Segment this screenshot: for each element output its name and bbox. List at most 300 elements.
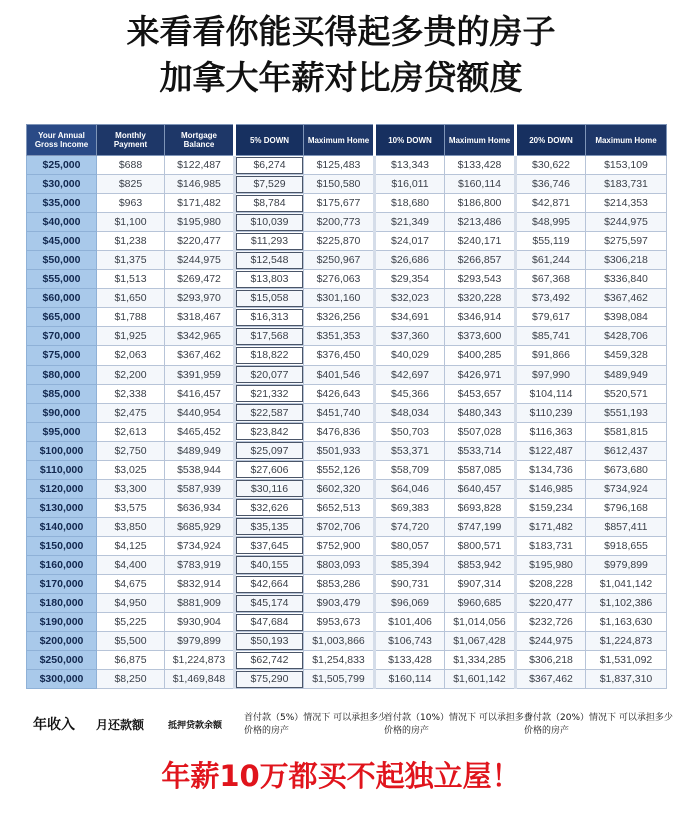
- cell-max-home-5: $250,967: [304, 251, 375, 270]
- cell-mortgage-balance: $489,949: [165, 441, 235, 460]
- cell-down-20: $97,990: [516, 365, 586, 384]
- cell-monthly-payment: $1,375: [97, 251, 165, 270]
- cell-mortgage-balance: $930,904: [165, 613, 235, 632]
- table-row: [27, 251, 667, 270]
- cell-max-home-10: $293,543: [445, 270, 516, 289]
- cell-max-home-20: $1,837,310: [586, 670, 667, 689]
- cell-max-home-5: $552,126: [304, 460, 375, 479]
- cell-mortgage-balance: $1,469,848: [165, 670, 235, 689]
- cell-down-20: $171,482: [516, 517, 586, 536]
- caption-down-10: 首付款（10%）情况下 可以承担多少价格的房产: [384, 713, 533, 736]
- caption-payment: 月还款额: [96, 718, 145, 732]
- cell-max-home-10: $160,114: [445, 175, 516, 194]
- cell-monthly-payment: $3,850: [97, 517, 165, 536]
- cell-down-10: $90,731: [375, 575, 445, 594]
- cell-down-20: $79,617: [516, 308, 586, 327]
- cell-down-10: $96,069: [375, 594, 445, 613]
- header-10-down: 10% DOWN: [375, 125, 445, 156]
- cell-max-home-5: $501,933: [304, 441, 375, 460]
- cell-down-10: $53,371: [375, 441, 445, 460]
- cell-max-home-5: $351,353: [304, 327, 375, 346]
- header-monthly-payment: Monthly Payment: [97, 125, 165, 156]
- table-row: [27, 498, 667, 517]
- cell-max-home-5: $1,254,833: [304, 651, 375, 670]
- cell-down-5: $8,784: [235, 194, 304, 213]
- cell-mortgage-balance: $367,462: [165, 346, 235, 365]
- cell-income: $200,000: [27, 632, 97, 651]
- cell-monthly-payment: $5,500: [97, 632, 165, 651]
- cell-monthly-payment: $3,300: [97, 479, 165, 498]
- title-line-1: 来看看你能买得起多贵的房子: [126, 12, 556, 51]
- cell-max-home-5: $702,706: [304, 517, 375, 536]
- table-row: [27, 384, 667, 403]
- cell-down-10: $24,017: [375, 232, 445, 251]
- column-captions: [0, 712, 682, 752]
- cell-down-5: $16,313: [235, 308, 304, 327]
- cell-max-home-5: $125,483: [304, 156, 375, 175]
- cell-down-10: $106,743: [375, 632, 445, 651]
- table-row: [27, 270, 667, 289]
- cell-mortgage-balance: $146,985: [165, 175, 235, 194]
- cell-down-5: $32,626: [235, 498, 304, 517]
- cell-mortgage-balance: $122,487: [165, 156, 235, 175]
- cell-down-10: $42,697: [375, 365, 445, 384]
- cell-down-10: $26,686: [375, 251, 445, 270]
- cell-down-20: $67,368: [516, 270, 586, 289]
- cell-max-home-5: $225,870: [304, 232, 375, 251]
- cell-max-home-10: $400,285: [445, 346, 516, 365]
- cell-max-home-10: $373,600: [445, 327, 516, 346]
- cell-down-20: $232,726: [516, 613, 586, 632]
- cell-income: $80,000: [27, 365, 97, 384]
- table-row: [27, 232, 667, 251]
- header-5-down: 5% DOWN: [235, 125, 304, 156]
- cell-income: $250,000: [27, 651, 97, 670]
- mortgage-table-container: [26, 124, 666, 689]
- table-row: [27, 194, 667, 213]
- header-20-down: 20% DOWN: [516, 125, 586, 156]
- cell-down-20: $134,736: [516, 460, 586, 479]
- table-row: [27, 422, 667, 441]
- cell-income: $55,000: [27, 270, 97, 289]
- cell-monthly-payment: $4,400: [97, 555, 165, 574]
- cell-max-home-20: $520,571: [586, 384, 667, 403]
- cell-max-home-20: $1,041,142: [586, 575, 667, 594]
- cell-down-20: $195,980: [516, 555, 586, 574]
- header-row: [27, 125, 667, 156]
- table-row: [27, 613, 667, 632]
- cell-mortgage-balance: $587,939: [165, 479, 235, 498]
- cell-monthly-payment: $3,575: [97, 498, 165, 517]
- cell-max-home-10: $133,428: [445, 156, 516, 175]
- cell-income: $90,000: [27, 403, 97, 422]
- cell-down-20: $73,492: [516, 289, 586, 308]
- cell-mortgage-balance: $195,980: [165, 213, 235, 232]
- cell-max-home-10: $240,171: [445, 232, 516, 251]
- cell-max-home-5: $803,093: [304, 555, 375, 574]
- cell-down-10: $69,383: [375, 498, 445, 517]
- cell-monthly-payment: $1,788: [97, 308, 165, 327]
- cell-down-5: $23,842: [235, 422, 304, 441]
- cell-max-home-20: $153,109: [586, 156, 667, 175]
- header-income: Your Annual Gross Income: [27, 125, 97, 156]
- cell-max-home-10: $453,657: [445, 384, 516, 403]
- cell-down-5: $50,193: [235, 632, 304, 651]
- cell-max-home-20: $336,840: [586, 270, 667, 289]
- cell-down-10: $32,023: [375, 289, 445, 308]
- cell-max-home-10: $960,685: [445, 594, 516, 613]
- cell-max-home-5: $326,256: [304, 308, 375, 327]
- cell-down-10: $16,011: [375, 175, 445, 194]
- cell-down-10: $37,360: [375, 327, 445, 346]
- cell-max-home-10: $800,571: [445, 536, 516, 555]
- cell-monthly-payment: $1,513: [97, 270, 165, 289]
- cell-income: $60,000: [27, 289, 97, 308]
- table-row: [27, 441, 667, 460]
- cell-mortgage-balance: $1,224,873: [165, 651, 235, 670]
- cell-income: $35,000: [27, 194, 97, 213]
- cell-down-5: $27,606: [235, 460, 304, 479]
- cell-income: $180,000: [27, 594, 97, 613]
- cell-down-20: $116,363: [516, 422, 586, 441]
- cell-down-10: $29,354: [375, 270, 445, 289]
- cell-mortgage-balance: $220,477: [165, 232, 235, 251]
- cell-max-home-20: $398,084: [586, 308, 667, 327]
- cell-mortgage-balance: $636,934: [165, 498, 235, 517]
- cell-mortgage-balance: $881,909: [165, 594, 235, 613]
- cell-monthly-payment: $688: [97, 156, 165, 175]
- cell-down-20: $30,622: [516, 156, 586, 175]
- cell-max-home-5: $602,320: [304, 479, 375, 498]
- caption-income: 年收入: [33, 717, 75, 733]
- cell-max-home-20: $796,168: [586, 498, 667, 517]
- table-row: [27, 575, 667, 594]
- footer-headline: 年薪10万都买不起独立屋！: [161, 759, 521, 793]
- cell-down-20: $85,741: [516, 327, 586, 346]
- cell-down-10: $160,114: [375, 670, 445, 689]
- cell-down-10: $48,034: [375, 403, 445, 422]
- cell-down-5: $35,135: [235, 517, 304, 536]
- cell-max-home-20: $244,975: [586, 213, 667, 232]
- cell-max-home-10: $1,014,056: [445, 613, 516, 632]
- cell-down-20: $306,218: [516, 651, 586, 670]
- table-row: [27, 308, 667, 327]
- cell-down-20: $91,866: [516, 346, 586, 365]
- cell-max-home-10: $693,828: [445, 498, 516, 517]
- cell-max-home-5: $476,836: [304, 422, 375, 441]
- cell-mortgage-balance: $832,914: [165, 575, 235, 594]
- cell-max-home-5: $175,677: [304, 194, 375, 213]
- table-row: [27, 670, 667, 689]
- cell-down-5: $47,684: [235, 613, 304, 632]
- cell-max-home-10: $507,028: [445, 422, 516, 441]
- cell-monthly-payment: $2,613: [97, 422, 165, 441]
- cell-max-home-10: $266,857: [445, 251, 516, 270]
- cell-income: $40,000: [27, 213, 97, 232]
- cell-down-5: $11,293: [235, 232, 304, 251]
- cell-max-home-20: $306,218: [586, 251, 667, 270]
- cell-mortgage-balance: $244,975: [165, 251, 235, 270]
- cell-down-5: $17,568: [235, 327, 304, 346]
- cell-monthly-payment: $6,875: [97, 651, 165, 670]
- table-row: [27, 651, 667, 670]
- cell-income: $140,000: [27, 517, 97, 536]
- table-row: [27, 213, 667, 232]
- cell-down-20: $42,871: [516, 194, 586, 213]
- cell-max-home-20: $918,655: [586, 536, 667, 555]
- cell-mortgage-balance: $783,919: [165, 555, 235, 574]
- cell-income: $70,000: [27, 327, 97, 346]
- cell-monthly-payment: $1,650: [97, 289, 165, 308]
- cell-income: $100,000: [27, 441, 97, 460]
- cell-max-home-5: $276,063: [304, 270, 375, 289]
- cell-max-home-10: $346,914: [445, 308, 516, 327]
- cell-income: $170,000: [27, 575, 97, 594]
- cell-monthly-payment: $4,675: [97, 575, 165, 594]
- caption-down-20: 首付款（20%）情况下 可以承担多少价格的房产: [524, 713, 673, 736]
- cell-max-home-10: $1,601,142: [445, 670, 516, 689]
- table-row: [27, 156, 667, 175]
- cell-down-5: $45,174: [235, 594, 304, 613]
- cell-max-home-10: $1,334,285: [445, 651, 516, 670]
- cell-mortgage-balance: $416,457: [165, 384, 235, 403]
- table-row: [27, 479, 667, 498]
- cell-income: $300,000: [27, 670, 97, 689]
- cell-down-5: $12,548: [235, 251, 304, 270]
- cell-down-5: $18,822: [235, 346, 304, 365]
- cell-down-10: $64,046: [375, 479, 445, 498]
- cell-max-home-20: $1,531,092: [586, 651, 667, 670]
- cell-down-5: $75,290: [235, 670, 304, 689]
- cell-down-10: $85,394: [375, 555, 445, 574]
- table-row: [27, 555, 667, 574]
- cell-down-10: $45,366: [375, 384, 445, 403]
- cell-down-5: $20,077: [235, 365, 304, 384]
- cell-down-5: $10,039: [235, 213, 304, 232]
- cell-down-5: $21,332: [235, 384, 304, 403]
- cell-monthly-payment: $2,475: [97, 403, 165, 422]
- cell-mortgage-balance: $391,959: [165, 365, 235, 384]
- table-row: [27, 632, 667, 651]
- cell-income: $75,000: [27, 346, 97, 365]
- cell-income: $45,000: [27, 232, 97, 251]
- table-row: [27, 403, 667, 422]
- header-max-home-20: Maximum Home: [586, 125, 667, 156]
- cell-down-20: $61,244: [516, 251, 586, 270]
- table-row: [27, 346, 667, 365]
- cell-down-10: $13,343: [375, 156, 445, 175]
- title-line-2: 加拿大年薪对比房贷额度: [159, 58, 523, 97]
- cell-down-20: $244,975: [516, 632, 586, 651]
- cell-income: $120,000: [27, 479, 97, 498]
- cell-max-home-10: $587,085: [445, 460, 516, 479]
- cell-down-5: $6,274: [235, 156, 304, 175]
- cell-max-home-20: $459,328: [586, 346, 667, 365]
- cell-max-home-20: $214,353: [586, 194, 667, 213]
- cell-max-home-20: $673,680: [586, 460, 667, 479]
- cell-down-10: $18,680: [375, 194, 445, 213]
- mortgage-table: [26, 124, 667, 689]
- cell-monthly-payment: $1,925: [97, 327, 165, 346]
- cell-down-10: $133,428: [375, 651, 445, 670]
- cell-income: $190,000: [27, 613, 97, 632]
- cell-down-5: $7,529: [235, 175, 304, 194]
- cell-max-home-5: $401,546: [304, 365, 375, 384]
- cell-income: $110,000: [27, 460, 97, 479]
- cell-max-home-5: $752,900: [304, 536, 375, 555]
- cell-max-home-10: $747,199: [445, 517, 516, 536]
- cell-max-home-10: $853,942: [445, 555, 516, 574]
- cell-max-home-10: $533,714: [445, 441, 516, 460]
- cell-down-5: $42,664: [235, 575, 304, 594]
- cell-max-home-5: $150,580: [304, 175, 375, 194]
- cell-monthly-payment: $2,338: [97, 384, 165, 403]
- table-row: [27, 175, 667, 194]
- cell-down-10: $34,691: [375, 308, 445, 327]
- cell-down-10: $40,029: [375, 346, 445, 365]
- cell-max-home-20: $183,731: [586, 175, 667, 194]
- cell-income: $30,000: [27, 175, 97, 194]
- cell-monthly-payment: $825: [97, 175, 165, 194]
- header-max-home-5: Maximum Home: [304, 125, 375, 156]
- cell-income: $160,000: [27, 555, 97, 574]
- cell-mortgage-balance: $685,929: [165, 517, 235, 536]
- cell-mortgage-balance: $440,954: [165, 403, 235, 422]
- cell-income: $95,000: [27, 422, 97, 441]
- cell-down-5: $15,058: [235, 289, 304, 308]
- cell-monthly-payment: $4,125: [97, 536, 165, 555]
- cell-max-home-10: $320,228: [445, 289, 516, 308]
- cell-down-5: $62,742: [235, 651, 304, 670]
- cell-down-5: $22,587: [235, 403, 304, 422]
- cell-down-5: $37,645: [235, 536, 304, 555]
- cell-max-home-5: $200,773: [304, 213, 375, 232]
- cell-down-20: $36,746: [516, 175, 586, 194]
- table-row: [27, 517, 667, 536]
- cell-max-home-5: $1,003,866: [304, 632, 375, 651]
- cell-down-20: $104,114: [516, 384, 586, 403]
- cell-monthly-payment: $8,250: [97, 670, 165, 689]
- cell-mortgage-balance: $538,944: [165, 460, 235, 479]
- cell-down-20: $110,239: [516, 403, 586, 422]
- cell-down-20: $183,731: [516, 536, 586, 555]
- cell-max-home-10: $1,067,428: [445, 632, 516, 651]
- cell-max-home-20: $734,924: [586, 479, 667, 498]
- cell-monthly-payment: $3,025: [97, 460, 165, 479]
- cell-max-home-20: $581,815: [586, 422, 667, 441]
- cell-max-home-20: $551,193: [586, 403, 667, 422]
- cell-down-10: $58,709: [375, 460, 445, 479]
- cell-mortgage-balance: $269,472: [165, 270, 235, 289]
- cell-down-10: $101,406: [375, 613, 445, 632]
- cell-max-home-5: $953,673: [304, 613, 375, 632]
- table-row: [27, 594, 667, 613]
- cell-max-home-5: $301,160: [304, 289, 375, 308]
- cell-monthly-payment: $2,200: [97, 365, 165, 384]
- cell-max-home-20: $1,224,873: [586, 632, 667, 651]
- cell-mortgage-balance: $293,970: [165, 289, 235, 308]
- cell-down-20: $48,995: [516, 213, 586, 232]
- cell-max-home-20: $367,462: [586, 289, 667, 308]
- cell-down-20: $220,477: [516, 594, 586, 613]
- cell-max-home-10: $213,486: [445, 213, 516, 232]
- cell-mortgage-balance: $979,899: [165, 632, 235, 651]
- cell-max-home-10: $640,457: [445, 479, 516, 498]
- table-row: [27, 365, 667, 384]
- caption-down-5: 首付款（5%）情况下 可以承担多少价格的房产: [244, 713, 388, 736]
- cell-income: $130,000: [27, 498, 97, 517]
- cell-mortgage-balance: $171,482: [165, 194, 235, 213]
- table-row: [27, 536, 667, 555]
- table-body: [27, 156, 667, 689]
- cell-max-home-20: $275,597: [586, 232, 667, 251]
- cell-down-20: $208,228: [516, 575, 586, 594]
- cell-max-home-20: $428,706: [586, 327, 667, 346]
- cell-down-20: $146,985: [516, 479, 586, 498]
- cell-monthly-payment: $963: [97, 194, 165, 213]
- table-row: [27, 289, 667, 308]
- cell-down-5: $25,097: [235, 441, 304, 460]
- cell-monthly-payment: $2,063: [97, 346, 165, 365]
- cell-income: $50,000: [27, 251, 97, 270]
- cell-max-home-10: $186,800: [445, 194, 516, 213]
- cell-down-10: $80,057: [375, 536, 445, 555]
- cell-down-10: $21,349: [375, 213, 445, 232]
- cell-mortgage-balance: $465,452: [165, 422, 235, 441]
- cell-max-home-20: $489,949: [586, 365, 667, 384]
- cell-monthly-payment: $1,100: [97, 213, 165, 232]
- cell-monthly-payment: $5,225: [97, 613, 165, 632]
- cell-max-home-20: $857,411: [586, 517, 667, 536]
- cell-down-20: $55,119: [516, 232, 586, 251]
- cell-mortgage-balance: $342,965: [165, 327, 235, 346]
- cell-income: $25,000: [27, 156, 97, 175]
- cell-down-10: $50,703: [375, 422, 445, 441]
- cell-down-5: $40,155: [235, 555, 304, 574]
- cell-monthly-payment: $4,950: [97, 594, 165, 613]
- cell-max-home-10: $426,971: [445, 365, 516, 384]
- header-mortgage-balance: Mortgage Balance: [165, 125, 235, 156]
- table-row: [27, 460, 667, 479]
- cell-income: $65,000: [27, 308, 97, 327]
- cell-max-home-20: $612,437: [586, 441, 667, 460]
- cell-income: $150,000: [27, 536, 97, 555]
- cell-down-10: $74,720: [375, 517, 445, 536]
- cell-monthly-payment: $2,750: [97, 441, 165, 460]
- cell-max-home-10: $480,343: [445, 403, 516, 422]
- cell-mortgage-balance: $734,924: [165, 536, 235, 555]
- cell-max-home-20: $979,899: [586, 555, 667, 574]
- cell-max-home-10: $907,314: [445, 575, 516, 594]
- cell-max-home-5: $903,479: [304, 594, 375, 613]
- table-row: [27, 327, 667, 346]
- cell-max-home-5: $376,450: [304, 346, 375, 365]
- cell-down-5: $13,803: [235, 270, 304, 289]
- cell-down-20: $367,462: [516, 670, 586, 689]
- cell-max-home-5: $451,740: [304, 403, 375, 422]
- cell-income: $85,000: [27, 384, 97, 403]
- cell-down-20: $159,234: [516, 498, 586, 517]
- cell-mortgage-balance: $318,467: [165, 308, 235, 327]
- cell-max-home-20: $1,102,386: [586, 594, 667, 613]
- cell-max-home-5: $1,505,799: [304, 670, 375, 689]
- cell-down-20: $122,487: [516, 441, 586, 460]
- cell-max-home-5: $652,513: [304, 498, 375, 517]
- table-header: [27, 125, 667, 156]
- cell-monthly-payment: $1,238: [97, 232, 165, 251]
- caption-balance: 抵押贷款余额: [168, 721, 223, 731]
- header-max-home-10: Maximum Home: [445, 125, 516, 156]
